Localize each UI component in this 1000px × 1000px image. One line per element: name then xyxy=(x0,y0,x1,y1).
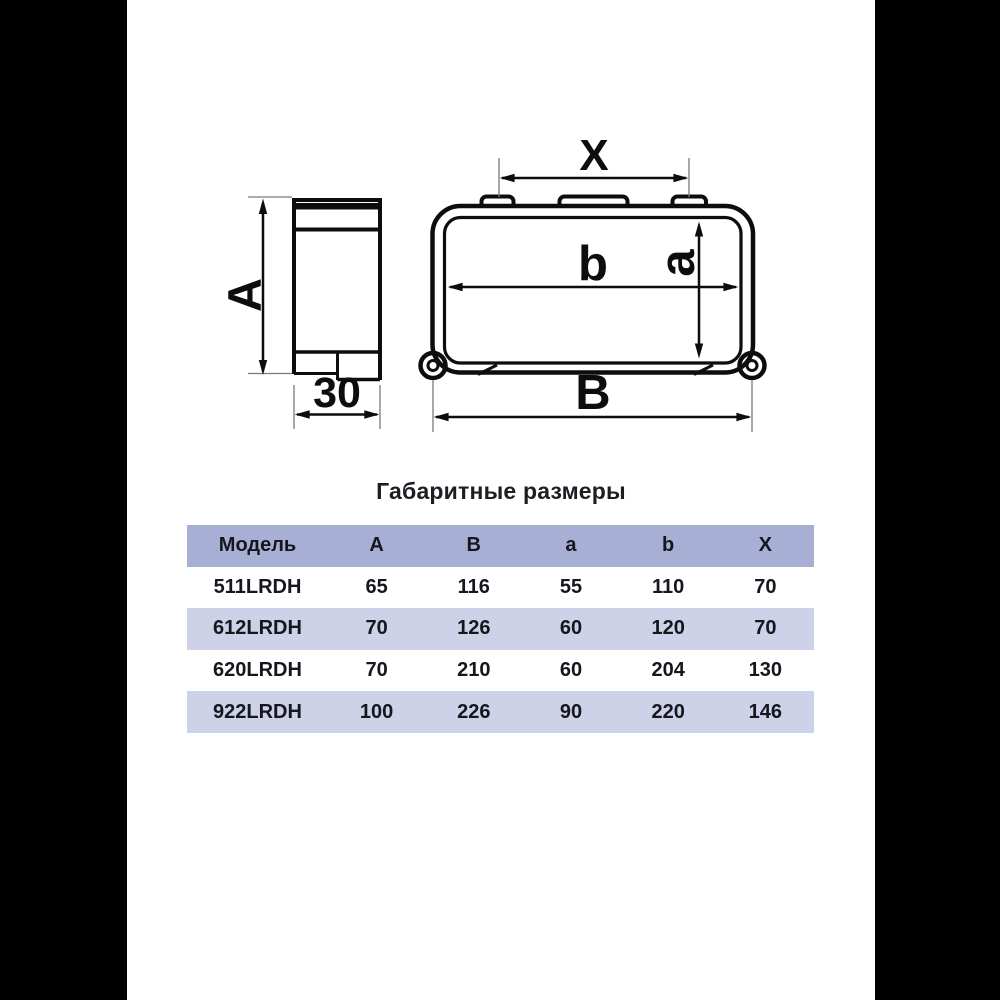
arrowhead-left xyxy=(295,410,310,418)
cell-a: 60 xyxy=(559,617,583,640)
arrowhead-right xyxy=(364,410,379,418)
section-title: Габаритные размеры xyxy=(376,478,626,504)
dim-label-b: b xyxy=(578,237,608,291)
cell-B: 126 xyxy=(457,617,491,640)
cell-X: 130 xyxy=(748,659,783,682)
dimension-drawing xyxy=(0,0,1000,460)
column-header-model: Модель xyxy=(218,534,297,557)
cell-X: 70 xyxy=(754,617,777,640)
table-header-row xyxy=(187,525,814,567)
column-header-b: b xyxy=(662,534,675,557)
cell-a: 60 xyxy=(559,659,583,682)
table-row xyxy=(187,567,814,609)
mount-hole-right xyxy=(747,361,757,371)
column-header-X: X xyxy=(758,534,773,557)
arrowhead-right xyxy=(673,174,688,182)
arrowhead-right xyxy=(736,413,751,421)
cell-model: 511LRDH xyxy=(213,575,302,598)
dim-label-X: X xyxy=(579,131,609,180)
side-top-band xyxy=(296,203,378,210)
side-view-drawing xyxy=(294,200,380,380)
cell-A: 100 xyxy=(359,700,394,723)
dimension-A xyxy=(218,197,292,375)
cell-B: 210 xyxy=(457,659,491,682)
cell-X: 70 xyxy=(754,575,777,598)
cell-A: 70 xyxy=(365,659,388,682)
column-header-B: B xyxy=(466,534,481,557)
dim-label-a: a xyxy=(651,249,705,277)
cell-b: 120 xyxy=(651,617,685,640)
cell-B: 226 xyxy=(457,700,491,723)
mount-hole-left xyxy=(428,361,438,371)
cell-model: 612LRDH xyxy=(213,617,302,640)
arrowhead-down xyxy=(259,360,267,375)
table-row xyxy=(187,691,814,733)
dim-label-30: 30 xyxy=(313,369,361,417)
cell-b: 204 xyxy=(651,659,685,682)
cell-X: 146 xyxy=(748,700,783,723)
column-header-a: a xyxy=(565,534,577,557)
cell-A: 65 xyxy=(365,575,388,598)
cell-model: 620LRDH xyxy=(213,659,302,682)
arrowhead-up xyxy=(259,199,267,215)
cell-B: 116 xyxy=(457,575,490,598)
dim-label-B: B xyxy=(575,366,611,420)
dimension-B xyxy=(433,366,752,432)
arrowhead-left xyxy=(500,174,515,182)
cell-model: 922LRDH xyxy=(213,700,302,723)
dimension-table xyxy=(187,525,814,733)
cell-a: 90 xyxy=(559,700,583,723)
dim-label-A: A xyxy=(218,278,271,312)
arrowhead-left xyxy=(434,413,449,421)
cell-A: 70 xyxy=(365,617,388,640)
cell-b: 220 xyxy=(651,700,685,723)
column-header-A: A xyxy=(369,534,384,557)
dimension-X xyxy=(499,131,689,197)
cell-b: 110 xyxy=(652,575,685,598)
table-row xyxy=(187,650,814,692)
table-row xyxy=(187,608,814,650)
cell-a: 55 xyxy=(559,575,583,598)
